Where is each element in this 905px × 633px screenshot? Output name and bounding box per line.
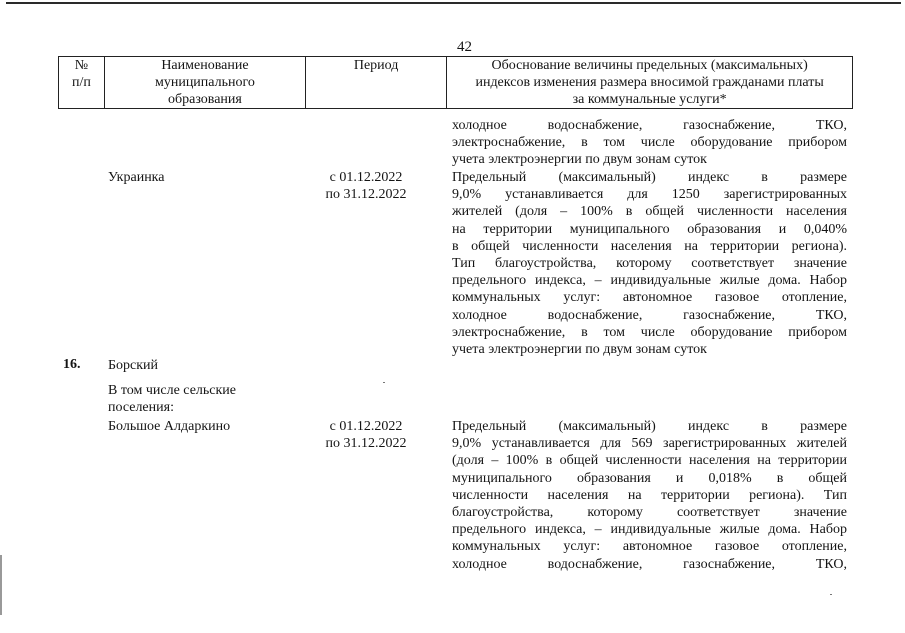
basis-line: благоустройства, которому соответствует значение bbox=[452, 505, 847, 521]
basis-line: учета электроэнергии по двум зонам суток bbox=[452, 342, 707, 358]
basis-line: коммунальных услуг: автономное газовое отопление, bbox=[452, 290, 847, 306]
basis-line: жителей (доля – 100% в общей численности населения bbox=[452, 204, 847, 220]
table-header bbox=[58, 56, 853, 109]
header-col-period: Период bbox=[305, 57, 446, 109]
scan-speck bbox=[383, 382, 385, 383]
header-col-basis-line2: индексов изменения размера вносимой гражданами платы bbox=[475, 75, 824, 90]
header-col-number-line1: № bbox=[74, 58, 89, 73]
top-border-line bbox=[6, 2, 901, 4]
row-period-ukrainka bbox=[306, 169, 426, 203]
subheading-line1: В том числе сельские bbox=[108, 383, 237, 398]
basis-line: в общей численности населения на территории региона). bbox=[452, 238, 847, 254]
section-subheading bbox=[108, 382, 236, 416]
period-end: по 31.12.2022 bbox=[325, 187, 407, 202]
page-number: 42 bbox=[457, 39, 472, 55]
header-col-name-line1: Наименование bbox=[161, 58, 249, 73]
section-number: 16. bbox=[63, 357, 81, 372]
row-basis-bolshoe-aldarkino bbox=[452, 418, 847, 573]
basis-line: 9,0% устанавливается для 569 зарегистрированных жителей bbox=[452, 436, 847, 452]
period-start: с 01.12.2022 bbox=[329, 419, 403, 434]
row-basis-ukrainka bbox=[452, 169, 847, 358]
continued-basis-text bbox=[452, 117, 847, 169]
header-col-name-line2: муниципального bbox=[154, 75, 255, 90]
period-end: по 31.12.2022 bbox=[325, 436, 407, 451]
basis-line: Тип благоустройства, которому соответствует значение bbox=[452, 256, 847, 272]
header-col-basis bbox=[447, 57, 853, 109]
scan-speck bbox=[830, 594, 832, 595]
header-col-number bbox=[59, 57, 105, 109]
header-col-number-line2: п/п bbox=[72, 75, 91, 90]
basis-line: на территории муниципального образования и 0,040% bbox=[452, 221, 847, 237]
basis-line: численности населения на территории региона). Тип bbox=[452, 487, 847, 503]
basis-line: Предельный (максимальный) индекс в размере bbox=[452, 419, 847, 434]
subheading-line2: поселения: bbox=[108, 400, 174, 415]
basis-line: холодное водоснабжение, газоснабжение, ТКО, bbox=[452, 307, 847, 323]
basis-line: электроснабжение, в том числе оборудование прибором bbox=[452, 324, 847, 340]
basis-line: коммунальных услуг: автономное газовое отопление, bbox=[452, 539, 847, 555]
basis-line: учета электроэнергии по двум зонам суток bbox=[452, 152, 707, 168]
basis-line: Предельный (максимальный) индекс в размере bbox=[452, 170, 847, 185]
row-period-bolshoe-aldarkino bbox=[306, 418, 426, 452]
header-col-basis-line1: Обоснование величины предельных (максимальных) bbox=[491, 58, 808, 73]
basis-line: предельного индекса, – индивидуальные жилые дома. Набор bbox=[452, 273, 847, 289]
row-name-bolshoe-aldarkino: Большое Алдаркино bbox=[108, 419, 231, 434]
basis-line: муниципального образования и 0,018% в общей bbox=[452, 470, 847, 486]
basis-line: холодное водоснабжение, газоснабжение, ТКО, bbox=[452, 118, 847, 133]
row-name-ukrainka: Украинка bbox=[108, 170, 165, 185]
header-col-basis-line3: за коммунальные услуги* bbox=[572, 92, 727, 107]
basis-line: электроснабжение, в том числе оборудование прибором bbox=[452, 135, 847, 151]
section-name: Борский bbox=[108, 358, 159, 373]
period-start: с 01.12.2022 bbox=[329, 170, 403, 185]
basis-line: 9,0% устанавливается для 1250 зарегистрированных bbox=[452, 187, 847, 203]
scan-edge-mark bbox=[0, 555, 2, 615]
header-col-name-line3: образования bbox=[168, 92, 242, 107]
basis-line: (доля – 100% в общей численности населения на территории bbox=[452, 453, 847, 469]
basis-line: холодное водоснабжение, газоснабжение, ТКО, bbox=[452, 556, 847, 572]
header-col-name bbox=[104, 57, 305, 109]
basis-line: предельного индекса, – индивидуальные жилые дома. Набор bbox=[452, 522, 847, 538]
